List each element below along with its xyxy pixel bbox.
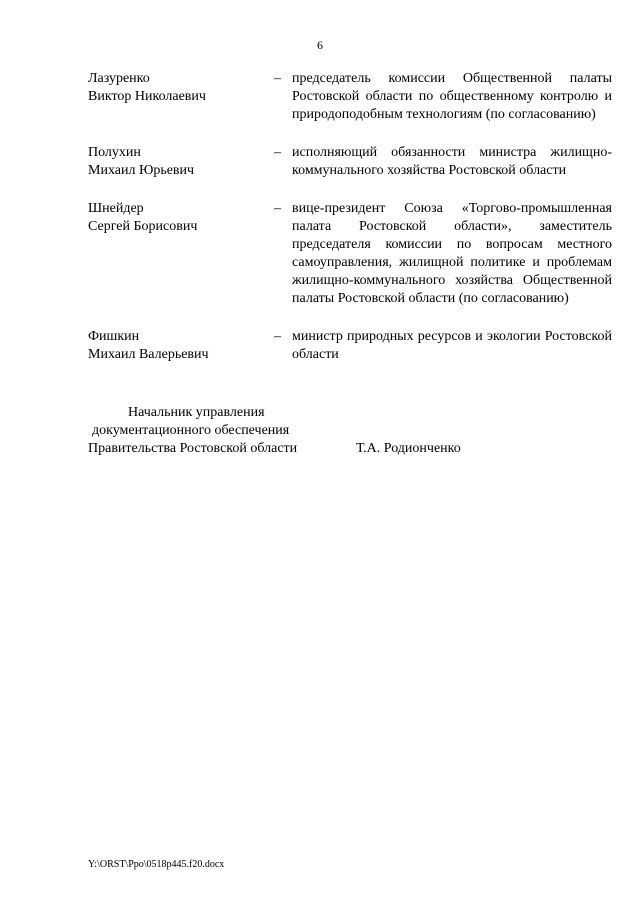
- member-given-name: Михаил Юрьевич: [88, 163, 195, 178]
- member-given-name: Михаил Валерьевич: [88, 347, 209, 362]
- member-entry: [88, 70, 612, 124]
- member-surname: Шнейдер: [88, 201, 144, 216]
- signer-title-line-1: Начальник управления: [128, 405, 265, 420]
- signer-name: Т.А. Родионченко: [356, 441, 461, 456]
- member-dash: –: [274, 329, 281, 344]
- member-name: [88, 144, 274, 180]
- member-entry: [88, 144, 612, 180]
- member-surname: Полухин: [88, 145, 141, 160]
- member-role: министр природных ресурсов и экологии Ростовской области: [292, 329, 612, 362]
- member-dash: –: [274, 145, 281, 160]
- file-path-footer: Y:\ORST\Ppo\0518p445.f20.docx: [88, 859, 225, 870]
- member-name: [88, 200, 274, 308]
- member-given-name: Сергей Борисович: [88, 219, 198, 234]
- page-number: 6: [317, 38, 323, 52]
- member-surname: Фишкин: [88, 329, 140, 344]
- member-dash: –: [274, 201, 281, 216]
- signer-title-text: Правительства Ростовской области: [88, 441, 298, 456]
- member-surname: Лазуренко: [88, 71, 150, 86]
- member-role: исполняющий обязанности министра жилищно-коммунального хозяйства Ростовской области: [292, 145, 612, 178]
- signer-title-line-2: документационного обеспечения: [92, 423, 290, 438]
- signer-title-line-3: [88, 440, 612, 458]
- signature-block: [88, 404, 612, 458]
- member-name: [88, 328, 274, 364]
- members-list: [88, 70, 612, 384]
- member-entry: [88, 328, 612, 364]
- member-role: председатель комиссии Общественной палаты Ростовской области по общественному контролю и природоподобным технологиям (по согласованию): [292, 71, 612, 122]
- member-entry: [88, 200, 612, 308]
- member-given-name: Виктор Николаевич: [88, 89, 206, 104]
- member-role: вице-президент Союза «Торгово-промышленная палата Ростовской области», заместитель председателя комиссии по вопросам местного самоуправления, жилищной политике и проблемам жилищно-коммунального хозяйства Общественной палаты Ростовской области (по согласованию): [292, 201, 612, 306]
- member-dash: –: [274, 71, 281, 86]
- member-name: [88, 70, 274, 124]
